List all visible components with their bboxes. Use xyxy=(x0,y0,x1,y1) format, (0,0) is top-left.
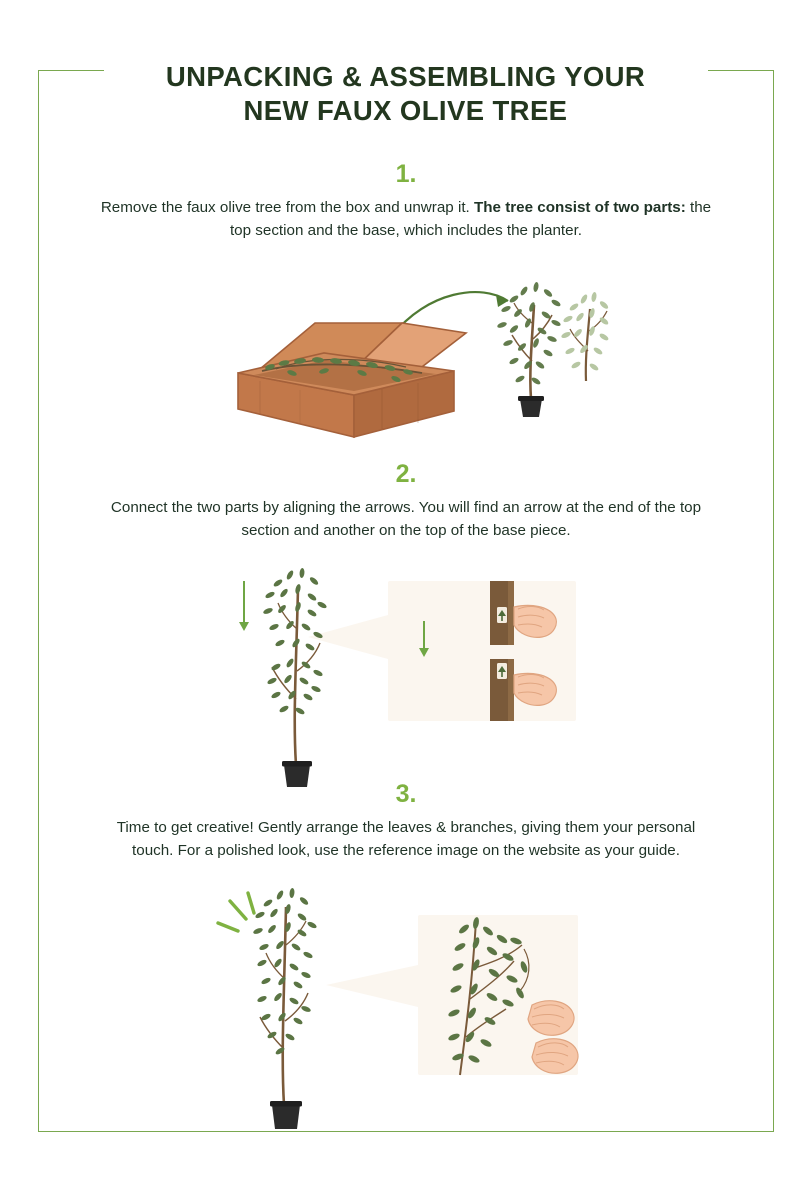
step-1-text xyxy=(100,197,712,243)
step-3-number: 3. xyxy=(395,780,417,808)
step-2-number: 2. xyxy=(395,460,417,488)
cardboard-box xyxy=(238,323,466,437)
step-1 xyxy=(62,162,750,461)
step-3-illustration xyxy=(62,879,750,1139)
step-1-text-part-1: Remove the faux olive tree from the box and unwrap it. xyxy=(100,199,474,216)
step-2 xyxy=(62,462,750,799)
top-section-foliage xyxy=(560,291,609,371)
detached-top-section xyxy=(560,291,609,380)
step-2-illustration xyxy=(62,559,750,799)
hand-icon-arranging-lower xyxy=(532,1038,578,1073)
page-title-line-2: NEW FAUX OLIVE TREE xyxy=(243,94,568,126)
planter-pot xyxy=(270,1101,302,1129)
down-arrow-icon xyxy=(239,581,249,631)
planter-pot xyxy=(518,396,544,417)
step-3 xyxy=(62,782,750,1139)
step-2-text: Connect the two parts by aligning the arrows. You will find an arrow at the end of the top section and another on the top of the base piece. xyxy=(110,499,702,539)
tree-two-parts xyxy=(262,567,327,786)
step-1-artwork xyxy=(62,261,750,461)
zoom-connector xyxy=(326,965,418,1007)
step-1-text-bold: The tree consist of two parts: xyxy=(473,199,686,216)
page-title xyxy=(0,60,811,127)
step-3-text: Time to get creative! Gently arrange the leaves & branches, giving them your personal touch. For a polished look, use the reference image on the website as your guide. xyxy=(116,819,696,859)
step-3-artwork xyxy=(62,879,750,1139)
step-1-number: 1. xyxy=(395,160,417,188)
finished-tree xyxy=(252,887,317,1128)
tree-foliage xyxy=(496,281,561,385)
page-title-line-1: UNPACKING & ASSEMBLING YOUR xyxy=(165,61,646,92)
step-1-illustration xyxy=(62,261,750,461)
hand-icon-arranging-upper xyxy=(528,1000,574,1035)
sparkle-icon xyxy=(218,893,254,931)
step-1-text-part-2: the top section and the base, which includes the planter. xyxy=(229,199,712,239)
step-2-artwork xyxy=(62,559,750,799)
